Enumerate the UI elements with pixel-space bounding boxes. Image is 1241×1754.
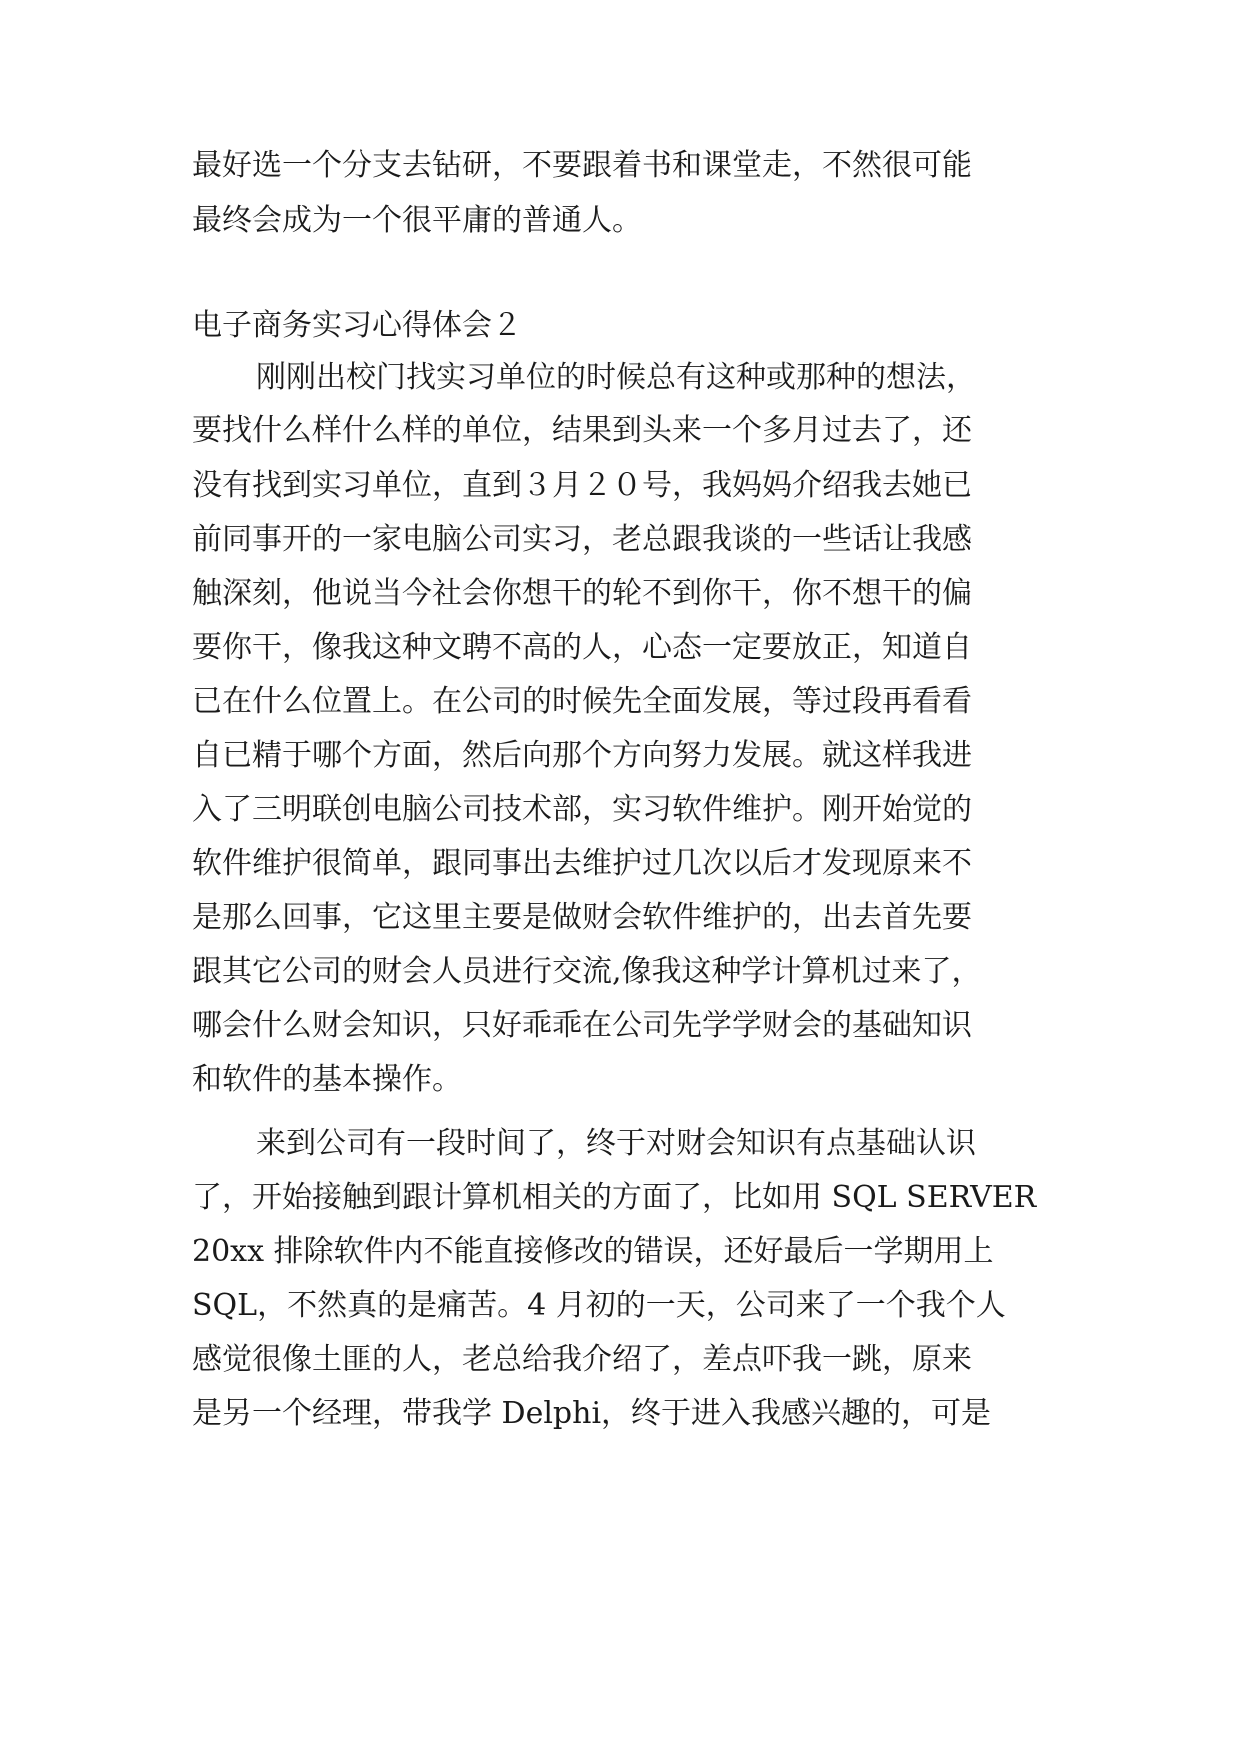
text-line: 哪会什么财会知识，只好乖乖在公司先学学财会的基础知识 xyxy=(192,1008,972,1043)
text-line: 最好选一个分支去钻研，不要跟着书和课堂走，不然很可能 xyxy=(192,148,972,183)
text-line: 20xx 排除软件内不能直接修改的错误，还好最后一学期用上 xyxy=(192,1234,994,1269)
text-line: 是那么回事，它这里主要是做财会软件维护的，出去首先要 xyxy=(192,900,972,935)
text-line: 入了三明联创电脑公司技术部，实习软件维护。刚开始觉的 xyxy=(192,792,972,827)
text-line: 前同事开的一家电脑公司实习，老总跟我谈的一些话让我感 xyxy=(192,522,972,557)
text-line: 触深刻，他说当今社会你想干的轮不到你干，你不想干的偏 xyxy=(192,576,972,611)
text-line: 要你干，像我这种文聘不高的人，心态一定要放正，知道自 xyxy=(192,630,972,665)
text-line: 软件维护很简单，跟同事出去维护过几次以后才发现原来不 xyxy=(192,846,972,881)
text-line: 要找什么样什么样的单位，结果到头来一个多月过去了，还 xyxy=(192,413,972,448)
text-line: 没有找到实习单位，直到３月２０号，我妈妈介绍我去她已 xyxy=(192,468,972,503)
text-line: 已在什么位置上。在公司的时候先全面发展，等过段再看看 xyxy=(192,684,972,719)
text-line: 是另一个经理，带我学 Delphi，终于进入我感兴趣的，可是 xyxy=(192,1396,992,1431)
text-line: 感觉很像土匪的人，老总给我介绍了，差点吓我一跳，原来 xyxy=(192,1342,972,1377)
text-line: 刚刚出校门找实习单位的时候总有这种或那种的想法， xyxy=(256,360,976,395)
text-line: 最终会成为一个很平庸的普通人。 xyxy=(192,203,642,238)
text-line: SQL，不然真的是痛苦。4 月初的一天，公司来了一个我个人 xyxy=(192,1288,1006,1323)
text-line: 跟其它公司的财会人员进行交流,像我这种学计算机过来了， xyxy=(192,954,982,989)
text-line: 和软件的基本操作。 xyxy=(192,1062,462,1097)
text-line: 自已精于哪个方面，然后向那个方向努力发展。就这样我进 xyxy=(192,738,972,773)
section-heading: 电子商务实习心得体会２ xyxy=(192,308,522,343)
text-line: 了，开始接触到跟计算机相关的方面了，比如用 SQL SERVER xyxy=(192,1180,1037,1215)
text-line: 来到公司有一段时间了，终于对财会知识有点基础认识 xyxy=(256,1126,976,1161)
